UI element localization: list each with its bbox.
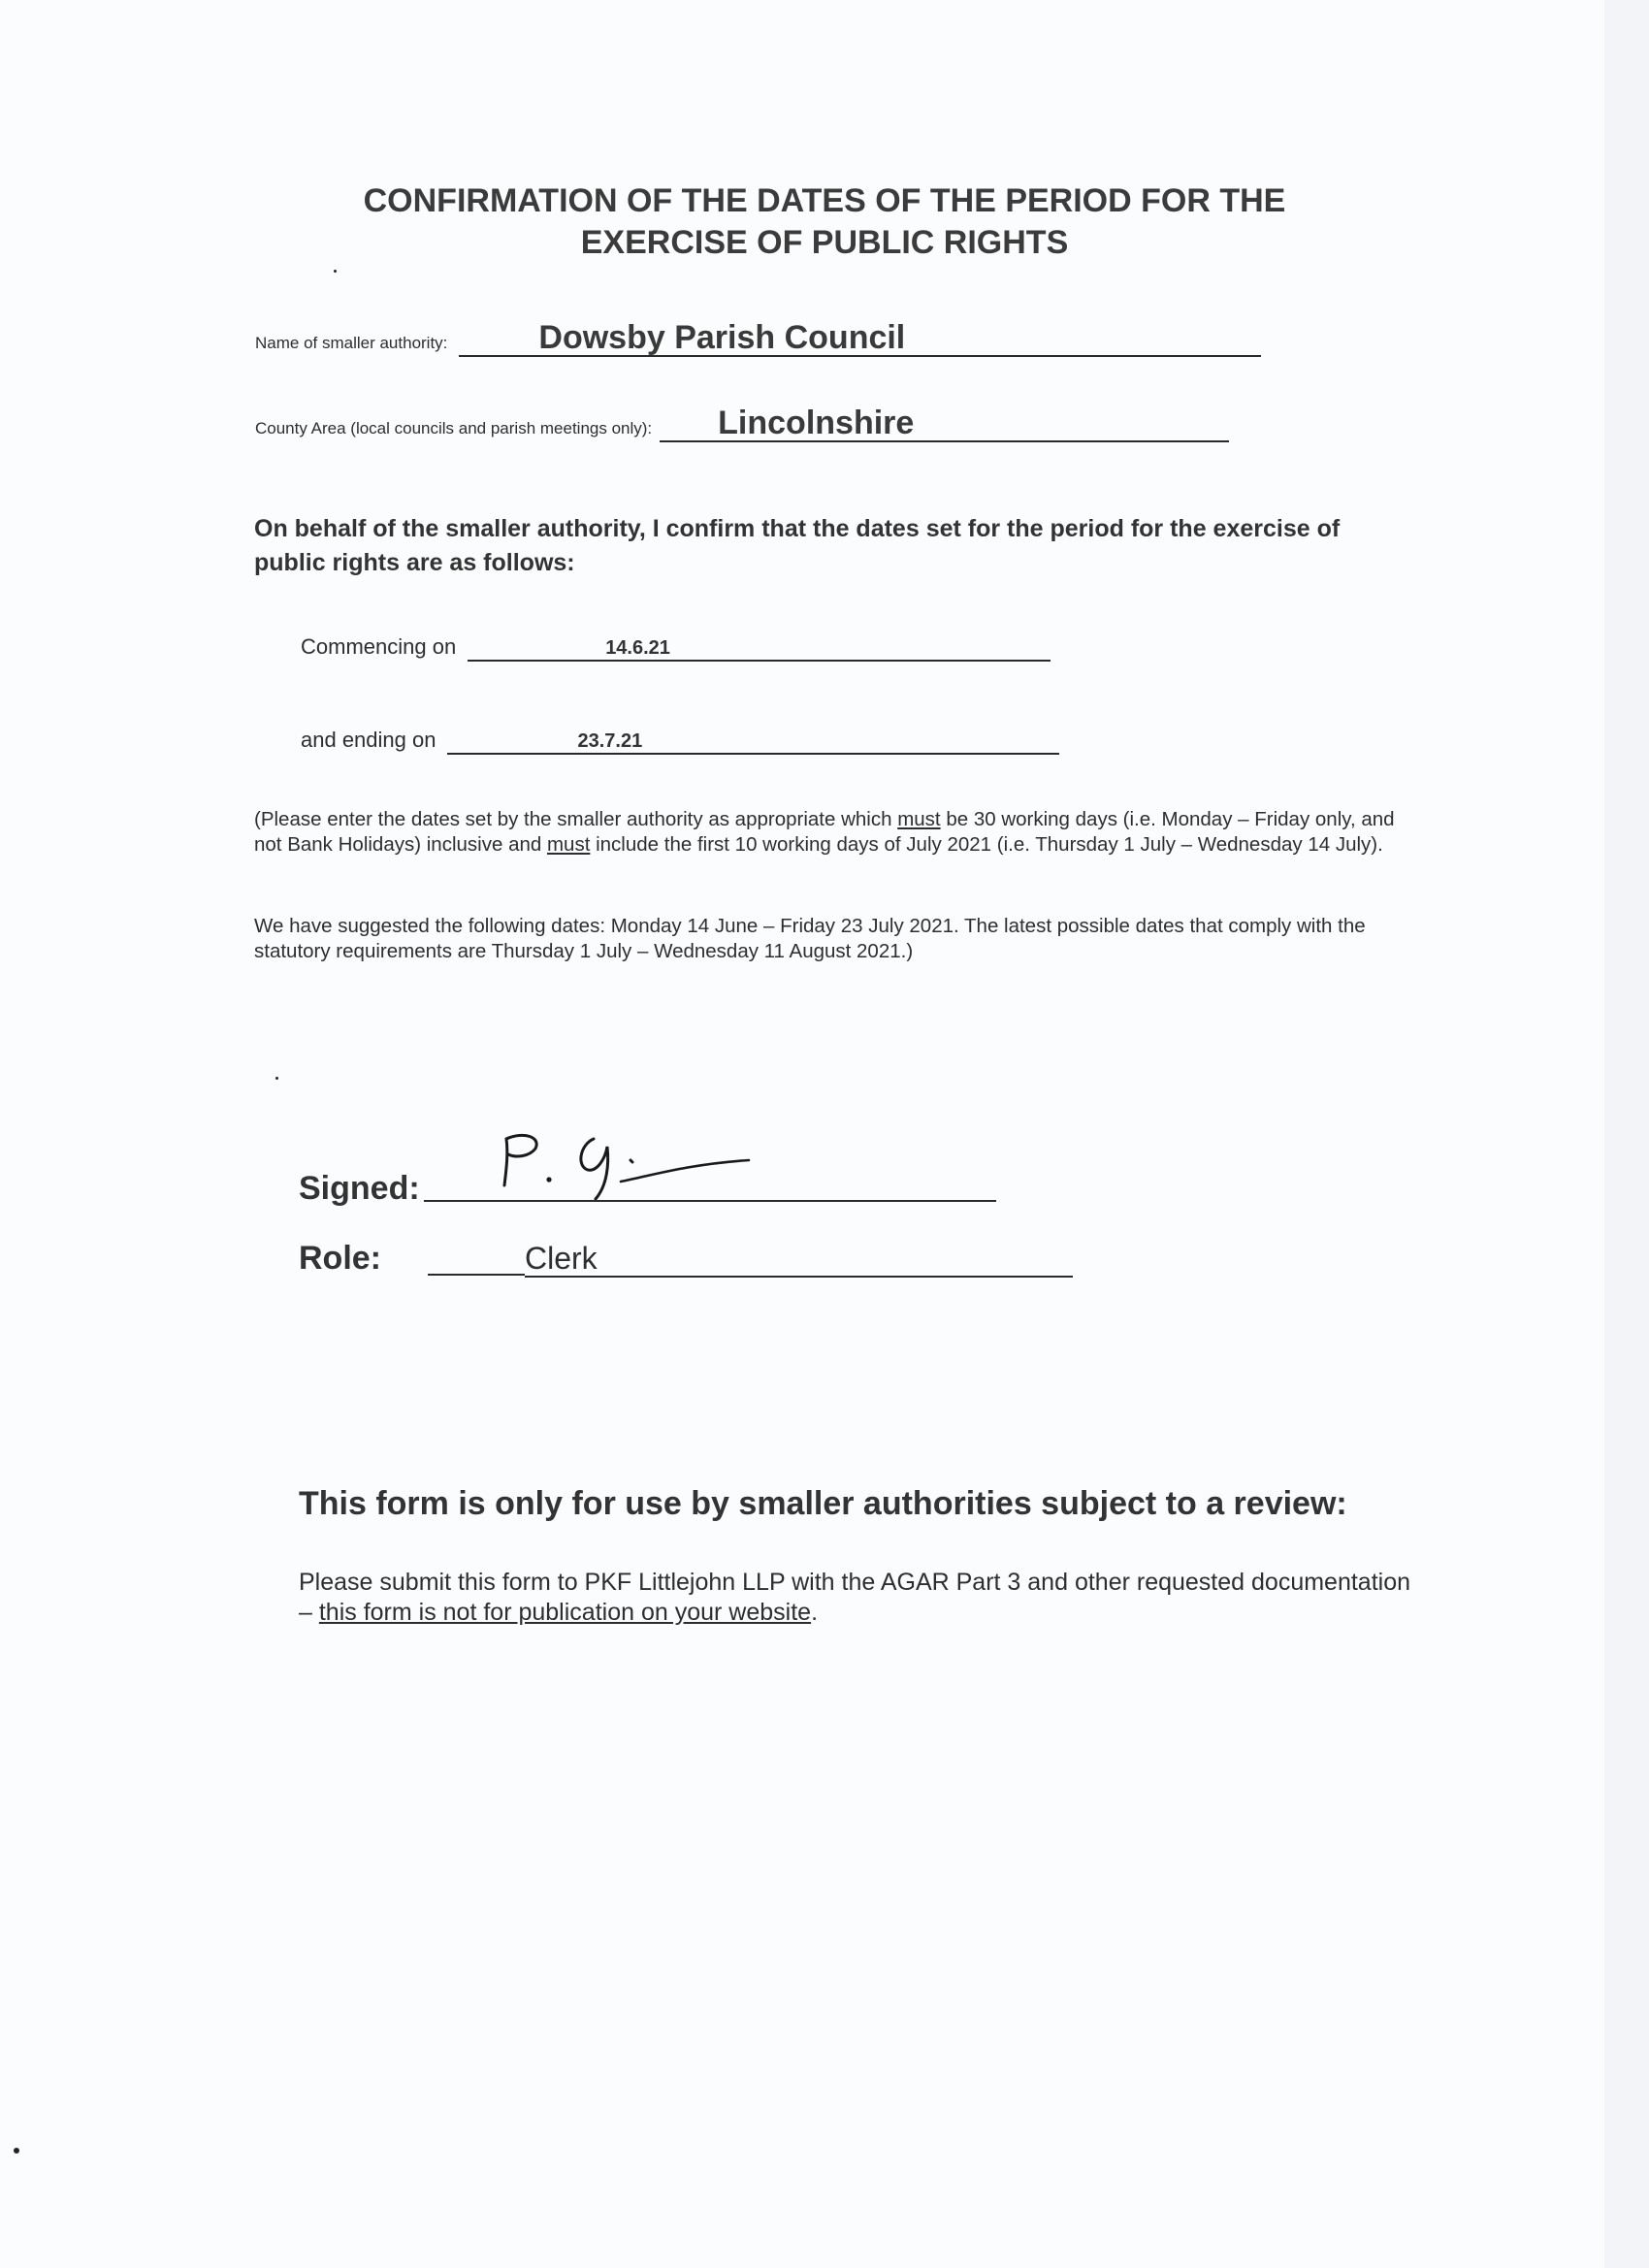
commencing-underline-lead (468, 660, 605, 662)
role-value: Clerk (525, 1241, 598, 1276)
authority-value: Dowsby Parish Council (538, 319, 906, 356)
footer-body (299, 1568, 1414, 1628)
signature-line (424, 1200, 996, 1202)
role-underline-lead (428, 1274, 525, 1276)
note-must-1: must (897, 808, 941, 830)
commencing-label: Commencing on (301, 634, 457, 659)
role-label: Role: (299, 1240, 381, 1277)
note-must-2: must (546, 833, 591, 856)
county-underline-lead (660, 440, 718, 442)
instruction-note (254, 807, 1403, 858)
role-field (299, 1240, 1073, 1278)
footer-body-part-1: Please submit this form to PKF Littlejohn LLP with the AGAR Part 3 and other requested documentation – (299, 1569, 1411, 1626)
note-part-3: include the first 10 working days of July 2021 (i.e. Thursday 1 July – Wednesday 14 July). (590, 833, 1383, 856)
county-underline-tail (914, 440, 1229, 442)
signed-label: Signed: (299, 1170, 420, 1207)
title-line-2: EXERCISE OF PUBLIC RIGHTS (580, 224, 1069, 261)
suggested-dates-note: We have suggested the following dates: Monday 14 June – Friday 23 July 2021. The latest possible dates that comply with the statutory requirements are Thursday 1 July – Wednesday 11 August 2021.) (254, 915, 1366, 962)
confirmation-text: On behalf of the smaller authority, I confirm that the dates set for the period for the exercise of public rights are as follows: (254, 515, 1341, 576)
ending-underline-lead (447, 753, 577, 755)
footer-body-underlined: this form is not for publication on your website (318, 1599, 812, 1626)
footer-heading: This form is only for use by smaller authorities subject to a review: (299, 1485, 1347, 1522)
authority-label: Name of smaller authority: (255, 334, 448, 352)
county-label: County Area (local councils and parish meetings only): (255, 419, 653, 437)
signed-field (299, 1170, 996, 1208)
county-field (255, 405, 1229, 442)
role-underline-tail (598, 1276, 1073, 1278)
scan-speck (334, 270, 337, 273)
authority-underline-lead (459, 355, 538, 357)
authority-field (255, 320, 1261, 357)
commencing-field (301, 634, 1051, 662)
ending-label: and ending on (301, 728, 436, 752)
ending-underline-tail (642, 753, 1059, 755)
scan-speck (14, 2148, 19, 2154)
authority-underline-tail (905, 355, 1261, 357)
county-value: Lincolnshire (718, 405, 915, 441)
commencing-value: 14.6.21 (605, 636, 670, 662)
note-part-1: (Please enter the dates set by the smaller authority as appropriate which (254, 808, 898, 830)
title-line-1: CONFIRMATION OF THE DATES OF THE PERIOD FOR THE (363, 182, 1286, 219)
ending-field (301, 728, 1059, 755)
scan-edge (1604, 0, 1649, 2268)
page-title (291, 180, 1358, 264)
commencing-underline-tail (670, 660, 1051, 662)
footer-body-part-2: . (811, 1599, 819, 1626)
note-part-2: be 30 working days (i.e. Monday – Friday only, and not Bank Holidays) inclusive and (254, 808, 1395, 856)
ending-value: 23.7.21 (577, 729, 642, 755)
scan-speck (275, 1077, 278, 1080)
